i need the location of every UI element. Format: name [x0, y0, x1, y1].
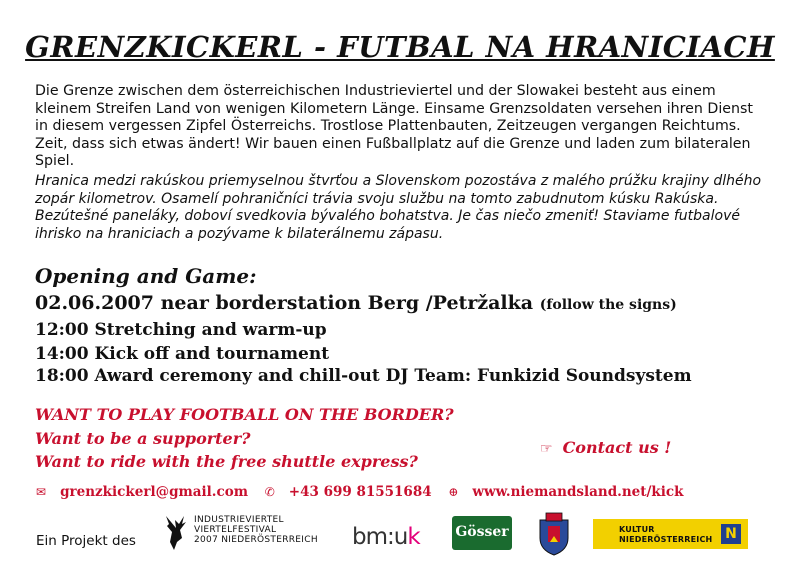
phone-icon: ✆: [264, 485, 275, 499]
festival-line-3: 2007 NIEDERÖSTERREICH: [194, 535, 318, 545]
festival-line-2: VIERTELFESTIVAL: [194, 525, 277, 535]
opening-heading: Opening and Game:: [35, 264, 257, 288]
event-date: 02.06.2007 near borderstation Berg /Petržalka: [35, 292, 534, 314]
stag-icon: [160, 512, 190, 552]
call-to-action: WANT TO PLAY FOOTBALL ON THE BORDER?: [35, 405, 454, 424]
schedule-item: 14:00 Kick off and tournament: [35, 344, 330, 364]
kultur-niederoesterreich-logo: KULTUR NIEDERÖSTERREICH N: [593, 519, 748, 549]
coat-of-arms-icon: [534, 512, 574, 556]
bmuk-logo: bm:uk: [352, 524, 420, 550]
call-to-action: Want to ride with the free shuttle express?: [35, 452, 418, 471]
call-to-action: Want to be a supporter?: [35, 429, 251, 448]
project-label: Ein Projekt des: [36, 533, 136, 549]
intro-slovak: Hranica medzi rakúskou priemyselnou štvrťou a Slovenskom pozostáva z malého prúžku krajiny dlhého zopár kilometrov. Osamelí pohraničníci trávia svoju službu na tomto zabudnutom kúsku Rakúska. Bezútešné paneláky, doboví svedkovia bývalého bohatstva. Je čas niečo zmeniť! Staviame futbalové ihrisko na hraniciach a pozývame k bilaterálnemu zápasu.: [35, 173, 762, 242]
globe-icon: ⊕: [448, 485, 459, 499]
contact-line: [36, 484, 695, 500]
contact-us-label: Contact us !: [562, 438, 672, 457]
viertelfestival-logo: [160, 512, 340, 552]
envelope-icon: ✉: [36, 485, 47, 499]
schedule-item: 18:00 Award ceremony and chill-out DJ Team: Funkizid Soundsystem: [35, 366, 692, 386]
event-date-line: [35, 292, 677, 314]
schedule-item: 12:00 Stretching and warm-up: [35, 320, 327, 340]
web-link[interactable]: www.niemandsland.net/kick: [472, 484, 684, 500]
contact-us: [540, 438, 671, 457]
hand-pointing-icon: ☞: [540, 441, 553, 457]
festival-line-1: INDUSTRIEVIERTEL: [194, 515, 284, 525]
email-link[interactable]: grenzkickerl@gmail.com: [60, 484, 249, 500]
event-date-note: (follow the signs): [539, 297, 677, 313]
phone-number[interactable]: +43 699 81551684: [288, 484, 432, 500]
intro-german: Die Grenze zwischen dem österreichischen Industrieviertel und der Slowakei besteht aus einem kleinem Streifen Land von wenigen Kilometern Länge. Einsame Grenzsoldaten versehen ihren Dienst in diesem vergessen Zipfel Österreichs. Trostlose Plattenbauten, Zeitzeugen vergangen Reichtums. Zeit, dass sich etwas ändert! Wir bauen einen Fußballplatz auf die Grenze und laden zum bilateralen Spiel.: [35, 83, 753, 170]
goesser-logo: Gösser: [452, 516, 512, 550]
page-title: GRENZKICKERL - FUTBAL NA HRANICIACH: [25, 30, 775, 64]
